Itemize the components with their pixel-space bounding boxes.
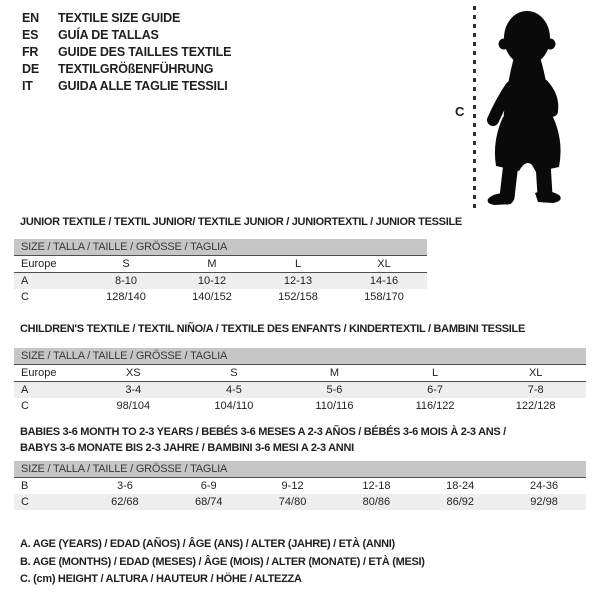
language-row — [22, 44, 231, 61]
row-value: 9-12 — [281, 480, 304, 492]
row-value: 80/86 — [362, 496, 391, 508]
height-measure-dotted-line — [473, 6, 476, 210]
row-value: 140/152 — [192, 291, 232, 303]
row-value: M — [329, 367, 340, 379]
row-value: 4-5 — [225, 384, 242, 396]
row-value: XS — [125, 367, 141, 379]
row-value: 152/158 — [278, 291, 318, 303]
language-row — [22, 10, 231, 27]
table-row — [14, 289, 427, 305]
language-label: TEXTILE SIZE GUIDE — [58, 11, 181, 25]
table-title — [20, 214, 462, 230]
row-value: 12-18 — [362, 480, 391, 492]
row-value: XL — [528, 367, 543, 379]
row-value: S — [122, 258, 130, 270]
table-title — [20, 424, 506, 456]
language-code: IT — [22, 79, 33, 93]
table-row — [14, 382, 586, 398]
row-label: Europe — [21, 367, 57, 379]
footnotes — [20, 536, 425, 589]
table-row — [14, 273, 427, 289]
table-title-line: BABYS 3-6 MONATE BIS 2-3 JAHRE / BAMBINI 3-6 MESI A 2-3 ANNI — [20, 442, 354, 454]
table-title — [20, 321, 525, 337]
row-value: 7-8 — [527, 384, 544, 396]
row-value: 110/116 — [315, 400, 354, 412]
row-value: 122/128 — [515, 400, 556, 412]
language-code: EN — [22, 11, 39, 25]
language-label: GUIDA ALLE TAGLIE TESSILI — [58, 79, 228, 93]
table-row — [14, 256, 427, 273]
table-row — [14, 398, 586, 414]
table-row — [14, 494, 586, 510]
row-value: L — [432, 367, 439, 379]
row-value: 24-36 — [529, 480, 559, 492]
row-value: 10-12 — [197, 275, 227, 287]
row-label: A — [21, 384, 29, 396]
row-value: 14-16 — [369, 275, 399, 287]
table-header-bar: SIZE / TALLA / TAILLE / GRÖSSE / TAGLIA — [14, 348, 586, 365]
footnote-line: C. (cm) HEIGHT / ALTURA / HAUTEUR / HÖHE / ALTEZZA — [20, 573, 302, 585]
row-value: S — [230, 367, 238, 379]
row-value: 116/122 — [415, 400, 455, 412]
row-label: Europe — [21, 258, 57, 270]
table-title-line: BABIES 3-6 MONTH TO 2-3 YEARS / BEBÉS 3-6 MESES A 2-3 AÑOS / BÉBÉS 3-6 MOIS À 2-3 ANS / — [20, 426, 506, 438]
row-value: 98/104 — [116, 400, 151, 412]
row-value: 92/98 — [530, 496, 558, 508]
row-value: M — [207, 258, 217, 270]
language-label: TEXTILGRÖßENFÜHRUNG — [58, 62, 214, 76]
language-code: ES — [22, 28, 39, 42]
row-value: 68/74 — [194, 496, 223, 508]
language-code: DE — [22, 62, 39, 76]
row-value: L — [294, 258, 302, 270]
size-table — [14, 348, 586, 414]
row-value: 18-24 — [446, 480, 475, 492]
row-value: 158/170 — [364, 291, 404, 303]
language-code: FR — [22, 45, 39, 59]
table-row — [14, 365, 586, 382]
table-header-bar: SIZE / TALLA / TAILLE / GRÖSSE / TAGLIA — [14, 461, 586, 478]
row-value: 5-6 — [326, 384, 343, 396]
baby-silhouette-icon — [481, 7, 573, 209]
language-label: GUÍA DE TALLAS — [58, 28, 159, 42]
table-title-line: JUNIOR TEXTILE / TEXTIL JUNIOR/ TEXTILE JUNIOR / JUNIORTEXTIL / JUNIOR TESSILE — [20, 216, 462, 228]
language-row — [22, 78, 231, 95]
row-value: 86/92 — [446, 496, 474, 508]
row-value: 6-7 — [427, 384, 444, 396]
row-label: A — [21, 275, 29, 287]
row-label: C — [21, 496, 29, 508]
row-label: C — [21, 291, 29, 303]
row-value: 128/140 — [106, 291, 146, 303]
row-value: 3-4 — [125, 384, 142, 396]
table-header-bar: SIZE / TALLA / TAILLE / GRÖSSE / TAGLIA — [14, 239, 427, 256]
row-value: 62/68 — [111, 496, 139, 508]
language-list — [22, 10, 231, 95]
table-title-line: CHILDREN'S TEXTILE / TEXTIL NIÑO/A / TEXTILE DES ENFANTS / KINDERTEXTIL / BAMBINI TESSILE — [20, 323, 525, 335]
row-value: 74/80 — [278, 496, 307, 508]
language-row — [22, 27, 231, 44]
row-value: XL — [377, 258, 391, 270]
footnote-line: A. AGE (YEARS) / EDAD (AÑOS) / ÂGE (ANS) / ALTER (JAHRE) / ETÀ (ANNI) — [20, 538, 395, 550]
row-value: 3-6 — [116, 480, 133, 492]
row-value: 12-13 — [283, 275, 313, 287]
footnote-line: B. AGE (MONTHS) / EDAD (MESES) / ÂGE (MOIS) / ALTER (MONATE) / ETÀ (MESI) — [20, 555, 425, 568]
table-row — [14, 478, 586, 494]
row-label: B — [21, 480, 29, 492]
row-value: 104/110 — [214, 400, 254, 412]
height-measure-label: C — [455, 104, 465, 119]
language-row — [22, 61, 231, 78]
size-table — [14, 239, 427, 305]
language-label: GUIDE DES TAILLES TEXTILE — [58, 45, 232, 59]
size-table — [14, 461, 586, 510]
row-value: 6-9 — [200, 480, 217, 492]
row-label: C — [21, 400, 29, 412]
row-value: 8-10 — [114, 275, 138, 287]
